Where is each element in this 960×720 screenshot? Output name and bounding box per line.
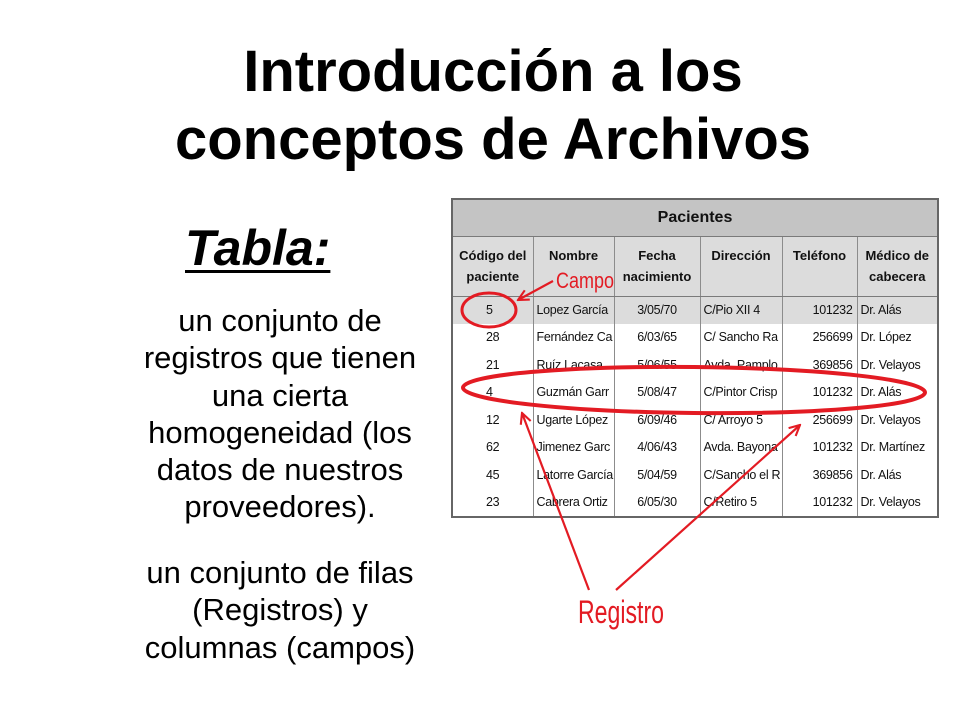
cell-doctor: Dr. Velayos [857,406,937,434]
cell-name: Ugarte López [533,406,614,434]
cell-address: Avda. Bayona [700,434,782,462]
record-arrow-right [616,425,800,590]
cell-doctor: Dr. Velayos [857,489,937,517]
cell-address: Avda. Pamplo [700,351,782,379]
column-header-line: Nombre [548,247,599,263]
cell-address: C/Pintor Crisp [700,379,782,407]
cell-birth-date: 3/05/70 [614,296,700,324]
column-header-line: Médico de [865,247,930,263]
cell-patient-code: 28 [486,330,500,345]
cell-patient-code: 62 [486,440,500,455]
cell-birth-date: 6/03/65 [614,324,700,352]
cell-birth-date: 5/08/47 [614,379,700,407]
cell-phone: 369856 [782,461,857,489]
cell-name: Cabrera Ortiz [533,489,614,517]
cell-doctor: Dr. López [857,324,937,352]
column-header-line: Código del [459,247,527,263]
definition-line: columnas (campos) [144,629,416,665]
cell-name: Latorre García [533,461,614,489]
field-highlight-circle [462,293,516,327]
cell-address: C/Retiro 5 [700,489,782,517]
column-header-line: nacimiento [622,268,692,284]
cell-patient-code: 5 [453,296,533,324]
cell-address: C/ Sancho Ra [700,324,782,352]
cell-patient-code: 4 [486,385,493,400]
cell-patient-code: 21 [486,357,500,372]
cell-phone: 369856 [782,351,857,379]
field-arrow [518,281,553,300]
column-header-line: paciente [466,268,520,284]
definition-line: una cierta [211,377,349,413]
definition-line: registros que tienen [143,340,417,376]
field-label: Campo [556,268,614,293]
cell-birth-date: 6/05/30 [614,489,700,517]
cell-doctor: Dr. Alás [857,461,937,489]
cell-name: Fernández Ca [533,324,614,352]
slide-title-line-2: conceptos de Archivos [174,107,812,172]
cell-birth-date: 5/04/59 [614,461,700,489]
record-highlight-ellipse [463,365,925,416]
cell-birth-date: 4/06/43 [614,434,700,462]
cell-name: Ruíz Lacasa [533,351,614,379]
cell-address: C/Sancho el R [700,461,782,489]
cell-doctor: Dr. Velayos [857,351,937,379]
cell-birth-date: 5/06/55 [614,351,700,379]
section-heading: Tabla: [185,220,331,276]
cell-phone: 256699 [782,406,857,434]
cell-name: Lopez García [533,296,614,324]
cell-phone: 101232 [782,434,857,462]
cell-doctor: Dr. Alás [857,296,937,324]
column-header-line: cabecera [869,268,926,284]
cell-address: C/Pio XII 4 [700,296,782,324]
definition-line: datos de nuestros [156,452,404,488]
column-header-line: Dirección [711,247,771,263]
cell-name: Jimenez Garc [533,434,614,462]
definition-line: homogeneidad (los [148,414,412,450]
cell-doctor: Dr. Alás [857,379,937,407]
cell-doctor: Dr. Martínez [857,434,937,462]
cell-phone: 256699 [782,324,857,352]
definition-line: un conjunto de [178,303,382,338]
definition-line: un conjunto de filas [146,555,414,590]
definition-line: (Registros) y [192,592,368,628]
cell-phone: 101232 [782,489,857,517]
column-header-line: Fecha [638,247,676,263]
cell-patient-code: 45 [486,467,500,482]
record-label: Registro [578,594,664,630]
table-title: Pacientes [453,200,937,236]
cell-phone: 101232 [782,296,857,324]
cell-birth-date: 6/09/46 [614,406,700,434]
cell-patient-code: 23 [486,495,500,510]
cell-address: C/ Arroyo 5 [700,406,782,434]
cell-phone: 101232 [782,379,857,407]
column-header-line: Teléfono [792,247,847,263]
record-arrow-left [522,413,589,590]
cell-name: Guzmán Garr [533,379,614,407]
definition-line: proveedores). [184,489,376,525]
cell-patient-code: 12 [486,412,500,427]
slide-title-line-1: Introducción a los [243,39,743,104]
